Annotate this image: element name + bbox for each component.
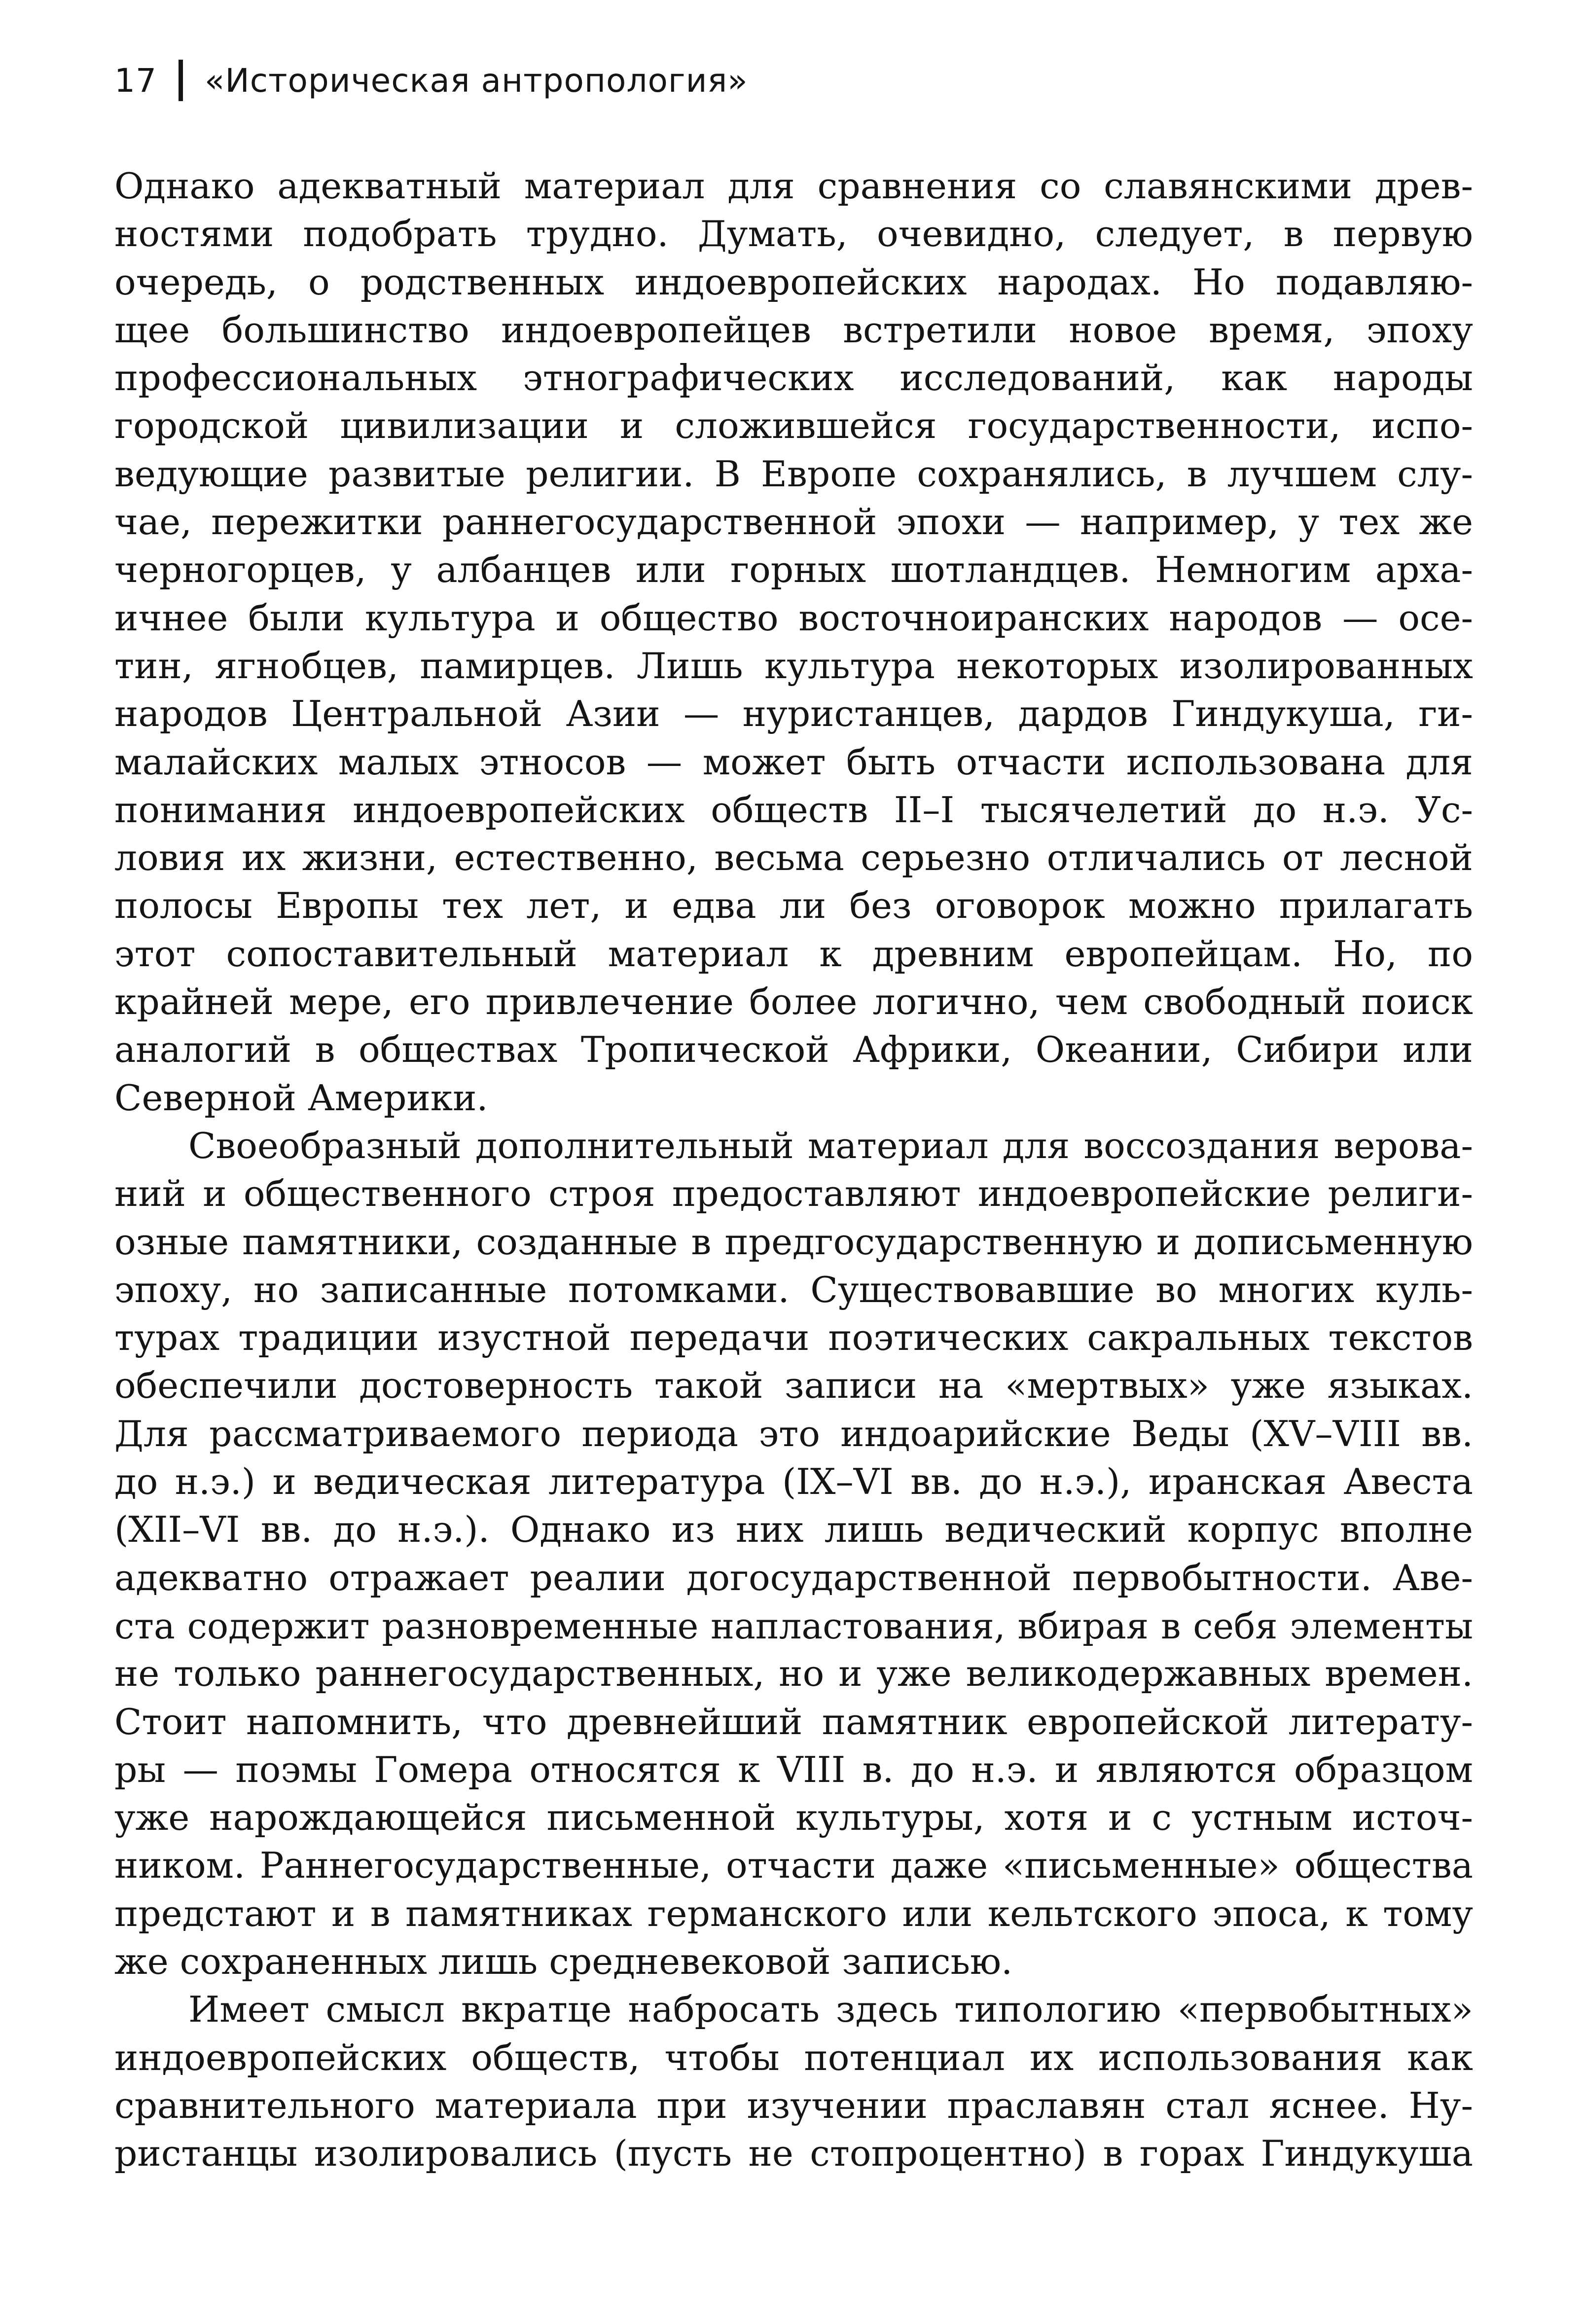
text-line: ста содержит разновременные напластования, вбирая в себя элементы [114, 1605, 1473, 1647]
text-line: малайских малых этносов — может быть отчасти использована для [114, 741, 1473, 783]
text-line: озные памятники, созданные в предгосударственную и дописьменную [114, 1221, 1473, 1263]
text-line: предстают и в памятниках германского или кельтского эпоса, к тому [114, 1893, 1473, 1935]
text-line: чае, пережитки раннегосударственной эпохи — например, у тех же [114, 502, 1473, 544]
paragraph [114, 163, 1473, 1123]
text-line: до н.э.) и ведическая литература (IX–VI вв. до н.э.), иранская Авеста [114, 1461, 1473, 1503]
paragraph [114, 1986, 1473, 2178]
text-line: турах традиции изустной передачи поэтических сакральных текстов [114, 1317, 1473, 1359]
running-title: «Историческая антропология» [204, 61, 748, 100]
header-divider [179, 60, 183, 101]
text-line: тин, ягнобцев, памирцев. Лишь культура некоторых изолированных [114, 645, 1473, 687]
text-line: индоевропейских обществ, чтобы потенциал их использования как [114, 2037, 1473, 2079]
text-line: городской цивилизации и сложившейся государственности, испо- [114, 405, 1473, 447]
text-line: адекватно отражает реалии догосударственной первобытности. Аве- [114, 1557, 1473, 1599]
text-line: (XII–VI вв. до н.э.). Однако из них лишь ведический корпус вполне [114, 1509, 1473, 1551]
text-line: уже нарождающейся письменной культуры, хотя и с устным источ- [114, 1797, 1473, 1839]
text-line: ры — поэмы Гомера относятся к VIII в. до н.э. и являются образцом [114, 1749, 1473, 1791]
text-line: Имеет смысл вкратце набросать здесь типологию «первобытных» [188, 1989, 1473, 2031]
text-line: ичнее были культура и общество восточноиранских народов — осе- [114, 597, 1473, 639]
text-line: сравнительного материала при изучении праславян стал яснее. Ну- [114, 2085, 1473, 2127]
text-line: этот сопоставительный материал к древним европейцам. Но, по [114, 933, 1473, 975]
paragraph [114, 1123, 1473, 1986]
text-line: ником. Раннегосударственные, отчасти даже «письменные» общества [114, 1845, 1473, 1887]
text-line: аналогий в обществах Тропической Африки, Океании, Сибири или [114, 1029, 1473, 1071]
text-line: очередь, о родственных индоевропейских народах. Но подавляю- [114, 261, 1473, 303]
body-text [114, 163, 1473, 2178]
text-line: Северной Америки. [114, 1077, 488, 1119]
text-line: не только раннегосударственных, но и уже великодержавных времен. [114, 1653, 1473, 1695]
text-line: полосы Европы тех лет, и едва ли без оговорок можно прилагать [114, 885, 1473, 927]
text-line: Однако адекватный материал для сравнения со славянскими древ- [114, 166, 1473, 207]
text-line: Своеобразный дополнительный материал для воссоздания верова- [188, 1125, 1473, 1167]
text-line: эпоху, но записанные потомками. Существовавшие во многих куль- [114, 1269, 1473, 1311]
text-line: народов Центральной Азии — нуристанцев, дардов Гиндукуша, ги- [114, 693, 1473, 735]
running-head [114, 53, 748, 108]
text-line: Стоит напомнить, что древнейший памятник европейской литерату- [114, 1701, 1473, 1743]
text-line: обеспечили достоверность такой записи на «мертвых» уже языках. [114, 1365, 1473, 1407]
text-line: Для рассматриваемого периода это индоарийские Веды (XV–VIII вв. [114, 1413, 1473, 1455]
text-line: же сохраненных лишь средневековой записью. [114, 1941, 1013, 1983]
page-number: 17 [114, 61, 157, 100]
text-line: крайней мере, его привлечение более логично, чем свободный поиск [114, 981, 1473, 1023]
text-line: ристанцы изолировались (пусть не стопроцентно) в горах Гиндукуша [114, 2133, 1473, 2175]
text-line: ний и общественного строя предоставляют индоевропейские религи- [114, 1173, 1473, 1215]
text-line: ведующие развитые религии. В Европе сохранялись, в лучшем слу- [114, 453, 1473, 495]
text-line: понимания индоевропейских обществ II–I тысячелетий до н.э. Ус- [114, 789, 1473, 831]
text-line: ностями подобрать трудно. Думать, очевидно, следует, в первую [114, 214, 1473, 255]
text-line: черногорцев, у албанцев или горных шотландцев. Немногим арха- [114, 549, 1473, 591]
text-line: ловия их жизни, естественно, весьма серьезно отличались от лесной [114, 837, 1473, 879]
text-line: щее большинство индоевропейцев встретили новое время, эпоху [114, 309, 1473, 351]
text-line: профессиональных этнографических исследований, как народы [114, 358, 1473, 399]
